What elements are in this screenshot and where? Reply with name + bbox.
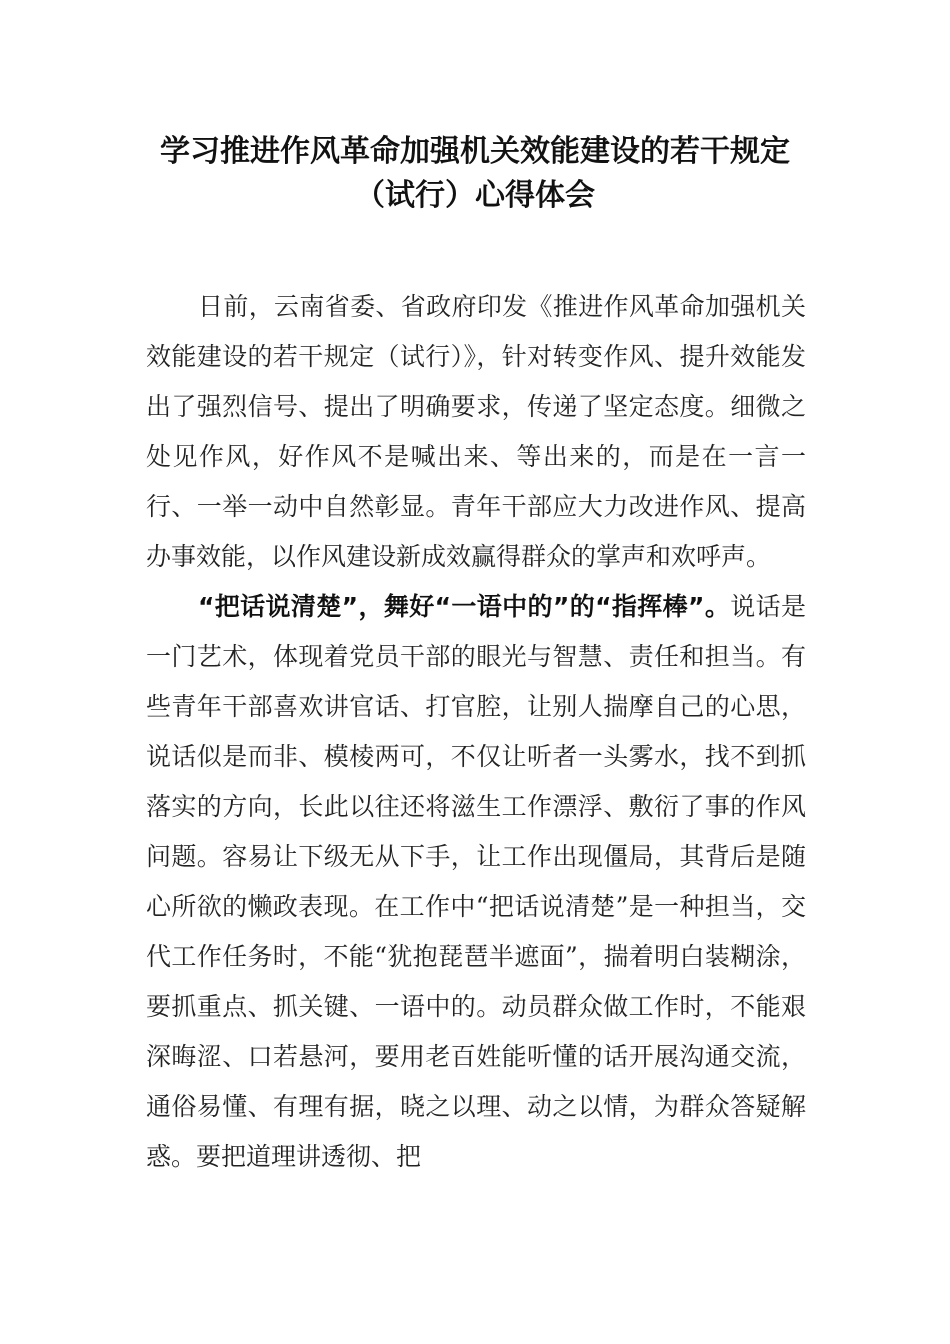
paragraph-intro-text: 日前，云南省委、省政府印发《推进作风革命加强机关效能建设的若干规定（试行）》，针对转变作风、提升效能发出了强烈信号、提出了明确要求，传递了坚定态度。细微之处见作风，好作风不是喊出来、等出来的，而是在一言一行、一举一动中自然彰显。青年干部应大力改进作风、提高办事效能，以作风建设新成效赢得群众的掌声和欢呼声。 [146, 292, 806, 571]
paragraph-lead-heading: “把话说清楚”，舞好“一语中的”的“指挥棒”。 [198, 592, 731, 621]
document-title: 学习推进作风革命加强机关效能建设的若干规定（试行）心得体会 [160, 134, 790, 213]
paragraph-speak-clearly-text: 说话是一门艺术，体现着党员干部的眼光与智慧、责任和担当。有些青年干部喜欢讲官话、打官腔，让别人揣摩自己的心思，说话似是而非、模棱两可，不仅让听者一头雾水，找不到抓落实的方向，长此以往还将滋生工作漂浮、敷衍了事的作风问题。容易让下级无从下手，让工作出现僵局，其背后是随心所欲的懒政表现。在工作中“把话说清楚”是一种担当，交代工作任务时，不能“犹抱琵琶半遮面”，揣着明白装糊涂，要抓重点、抓关键、一语中的。动员群众做工作时，不能艰深晦涩、口若悬河，要用老百姓能听懂的话开展沟通交流，通俗易懂、有理有据，晓之以理、动之以情，为群众答疑解惑。要把道理讲透彻、把 [146, 592, 806, 1171]
document-body [146, 282, 806, 1182]
paragraph-intro [146, 282, 806, 582]
paragraph-speak-clearly [146, 582, 806, 1182]
